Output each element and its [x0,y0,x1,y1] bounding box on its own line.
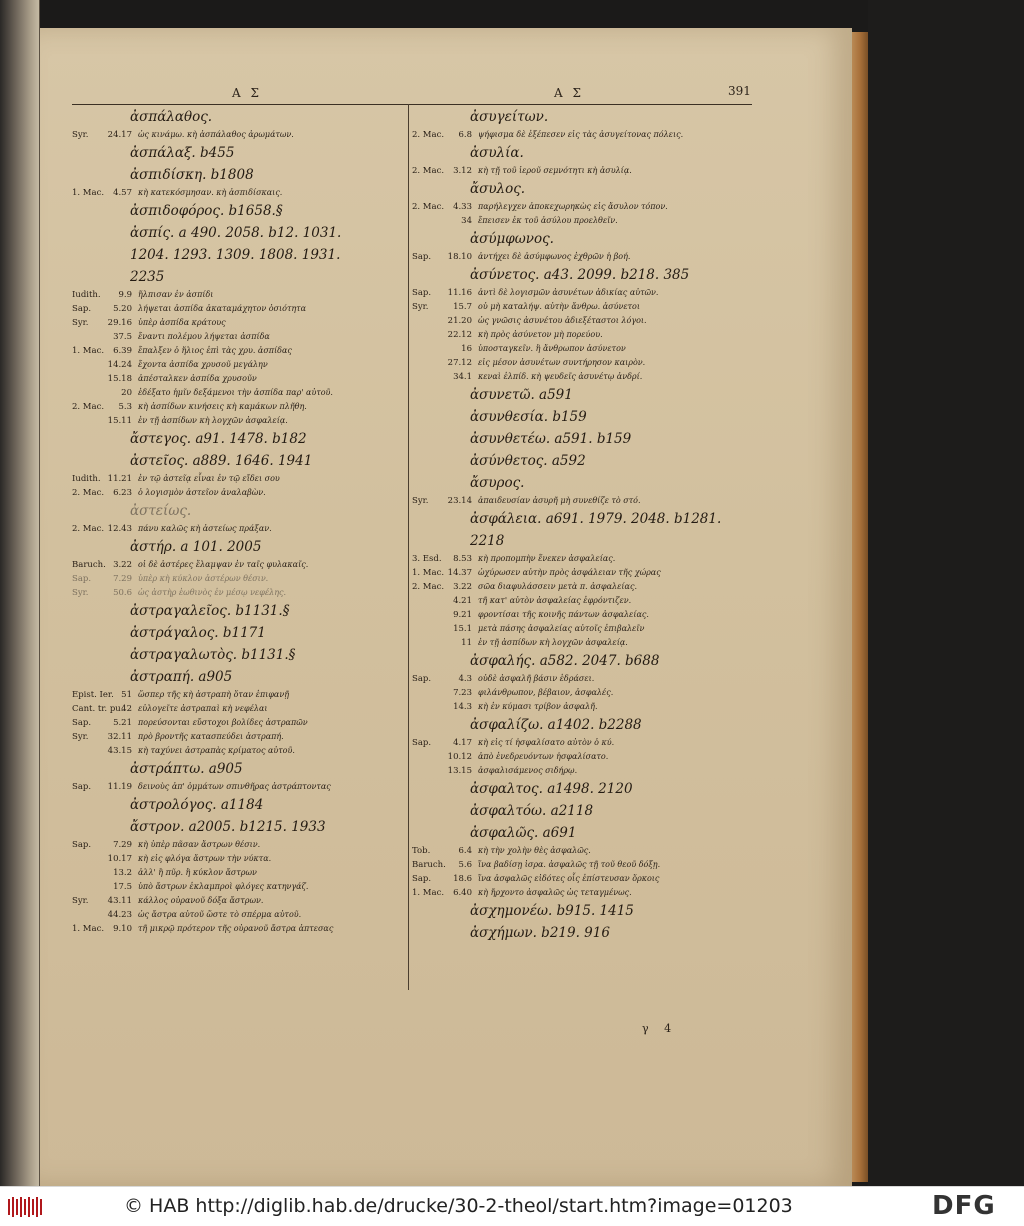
quotation: τῆ κατ' αὐτὸν ἀσφαλείας ἐφρόντιζεν. [478,596,632,605]
citation-row [412,608,756,622]
citation-row [412,844,756,858]
verse-ref: 9.9 [118,290,132,300]
book-abbrev: Syr. [72,318,89,328]
book-abbrev: Cant. tr. pu. [72,704,124,714]
citation-row [412,342,756,356]
quotation: κὴ πρὸς ἀσύνετον μὴ πορεύου. [478,330,603,339]
book-abbrev: Syr. [72,130,89,140]
citation-row [72,358,406,372]
citation-row [412,250,756,264]
verse-ref: 7.29 [113,574,132,584]
hab-logo-icon [6,1195,46,1219]
citation-row [412,736,756,750]
book-abbrev: 1. Mac. [72,188,105,198]
lemma-heading: 1204. 1293. 1309. 1808. 1931. [130,247,341,263]
lemma-heading: ἀσχημονέω. b915. 1415 [470,903,634,919]
lemma-heading: ἀσύνετος. a43. 2099. b218. 385 [470,267,690,283]
citation-row [412,636,756,650]
column-divider [408,104,409,990]
citation-row [72,586,406,600]
quotation: κὴ ἀσπίδων κινήσεις κὴ καμάκων πλῆθη. [138,402,307,411]
verse-ref: 4.21 [453,596,472,606]
quotation: λήψεται ἀσπίδα ἀκαταμάχητον ὁσιότητα [138,304,307,313]
verse-ref: 6.40 [453,888,472,898]
verse-ref: 5.6 [458,860,472,870]
citation-row [412,286,756,300]
copyright-link[interactable]: © HAB http://diglib.hab.de/drucke/30-2-theol/start.htm?image=01203 [124,1195,793,1217]
verse-ref: 24.17 [107,130,132,140]
citation-row [412,494,756,508]
running-head-right: Α Σ [554,86,584,100]
quotation: ἀντὶ δὲ λογισμῶν ἀσυνέτων ἀδικίας αὐτῶν. [478,288,659,297]
verse-ref: 4.3 [458,674,472,684]
lemma-heading: ἀστραγαλεῖος. b1131.§ [130,603,290,619]
book-abbrev: Epist. Ier. [72,690,114,700]
verse-ref: 42 [121,704,132,714]
citation-row [72,472,406,486]
citation-row [412,580,756,594]
citation-row [412,300,756,314]
verse-ref: 13.2 [113,868,132,878]
verse-ref: 6.4 [458,846,472,856]
verse-ref: 32.11 [107,732,132,742]
book-abbrev: Sap. [72,840,92,850]
verse-ref: 6.39 [113,346,132,356]
quotation: πορεύσονται εὔστοχοι βολίδες ἀστραπῶν [138,718,308,727]
citation-row [72,558,406,572]
citation-row [72,744,406,758]
quotation: κὴ τῇ τοῦ ἱεροῦ σεμνότητι κὴ ἀσυλίᾳ. [478,166,632,175]
verse-ref: 11 [461,638,472,648]
lemma-heading: ἀσχήμων. b219. 916 [470,925,610,941]
citation-row [72,572,406,586]
left-column [72,106,406,936]
verse-ref: 29.16 [107,318,132,328]
verse-ref: 15.18 [107,374,132,384]
book-abbrev: Sap. [412,738,432,748]
verse-ref: 11.21 [107,474,132,484]
book-abbrev: Syr. [412,302,429,312]
verse-ref: 14.3 [453,702,472,712]
quotation: ὡς γνῶσις ἀσυνέτου ἀδιεξέταστοι λόγοι. [478,316,647,325]
citation-row [412,594,756,608]
verse-ref: 3.12 [453,166,472,176]
verse-ref: 43.15 [107,746,132,756]
citation-row [72,716,406,730]
verse-ref: 37.5 [113,332,132,342]
quotation: ἵνα βαδίσῃ ἰσρα. ἀσφαλῶς τῇ τοῦ θεοῦ δόξῃ. [478,860,661,869]
lemma-heading: ἀσφαλτόω. a2118 [470,803,594,819]
lemma-heading: ἀσπάλαθος. [130,109,213,125]
citation-row [72,908,406,922]
quotation: ὑπὲρ κὴ κύκλον ἀστέρων θέσιν. [138,574,269,583]
book-abbrev: 2. Mac. [72,402,105,412]
lemma-heading: ἀσύμφωνος. [470,231,554,247]
book-abbrev: 2. Mac. [72,524,105,534]
lemma-heading: ἀστήρ. a 101. 2005 [130,539,262,555]
lemma-heading: ἀσύνθετος. a592 [470,453,586,469]
quotation: κὴ εἰς φλόγα ἄστρων τὴν νύκτα. [138,854,272,863]
book-abbrev: Sap. [412,252,432,262]
citation-row [72,866,406,880]
lemma-heading: ἀσφαλής. a582. 2047. b688 [470,653,660,669]
quotation: κάλλος οὐρανοῦ δόξα ἄστρων. [138,896,264,905]
book-abbrev: 2. Mac. [412,582,445,592]
signature-mark: γ 4 [642,1022,678,1035]
book-abbrev: Tob. [412,846,431,856]
quotation: ὠχύρωσεν αὐτὴν πρὸς ἀσφάλειαν τῆς χώρας [478,568,661,577]
lemma-heading: ἀστεῖος. a889. 1646. 1941 [130,453,313,469]
citation-row [72,288,406,302]
verse-ref: 14.37 [447,568,472,578]
adjacent-page-edge [0,0,40,1186]
citation-row [72,730,406,744]
quotation: ὡς ἄστρα αὐτοῦ ὥστε τὸ σπέρμα αὐτοῦ. [138,910,302,919]
citation-row [412,700,756,714]
citation-row [412,858,756,872]
citation-row [72,316,406,330]
book-abbrev: 2. Mac. [72,488,105,498]
verse-ref: 10.12 [447,752,472,762]
verse-ref: 15.1 [453,624,472,634]
quotation: ὑπὸ ἄστρων ἐκλαμπροὶ φλόγες κατηνγάζ. [138,882,309,891]
citation-row [72,400,406,414]
lemma-heading: ἀσυνθετέω. a591. b159 [470,431,632,447]
quotation: ὥσπερ τῆς κὴ ἀστραπὴ ὅταν ἐπιφανῇ [138,690,289,699]
lemma-heading: ἀστράγαλος. b1171 [130,625,266,641]
quotation: οὐδὲ ἀσφαλῆ βάσιν ἑδράσει. [478,674,595,683]
citation-row [412,356,756,370]
lemma-heading: ἀστράπτω. a905 [130,761,243,777]
quotation: πάνυ καλῶς κὴ ἀστείως πράξαν. [138,524,272,533]
book-abbrev: Sap. [412,288,432,298]
header-rule [72,104,752,105]
verse-ref: 4.57 [113,188,132,198]
quotation: φροντίσαι τῆς κοινῆς πάντων ἀσφαλείας. [478,610,649,619]
quotation: ἔπεισεν ἐκ τοῦ ἀσύλου προελθεῖν. [478,216,618,225]
verse-ref: 11.19 [107,782,132,792]
lemma-heading: ἀστρολόγος. a1184 [130,797,264,813]
quotation: ἔπαλξεν ὁ ἥλιος ἐπὶ τὰς χρυ. ἀσπίδας [138,346,292,355]
book-abbrev: 2. Mac. [412,166,445,176]
lemma-heading: ἀστείως. [130,503,192,519]
verse-ref: 5.21 [113,718,132,728]
citation-row [412,214,756,228]
citation-row [72,486,406,500]
citation-row [72,302,406,316]
citation-row [412,764,756,778]
lemma-heading: ἀσπιδίσκη. b1808 [130,167,254,183]
verse-ref: 13.15 [447,766,472,776]
citation-row [72,880,406,894]
quotation: σῶα διαφυλάσσειν μετὰ π. ἀσφαλείας. [478,582,637,591]
book-abbrev: 2. Mac. [412,202,445,212]
lemma-heading: ἀσυλία. [470,145,524,161]
verse-ref: 5.20 [113,304,132,314]
verse-ref: 14.24 [107,360,132,370]
citation-row [412,872,756,886]
quotation: ὑποσταγκεῖν. ἢ ἄνθρωπον ἀσύνετον [478,344,626,353]
citation-row [412,750,756,764]
lemma-heading: ἄσυλος. [470,181,526,197]
book-abbrev: Sap. [72,304,92,314]
lemma-heading: ἄστεγος. a91. 1478. b182 [130,431,307,447]
book-abbrev: Baruch. [412,860,446,870]
book-abbrev: Sap. [72,718,92,728]
quotation: ἵνα ἀσφαλῶς εἰδότες οἷς ἐπίστευσαν ὅρκοις [478,874,660,883]
citation-row [412,672,756,686]
quotation: οἱ δὲ ἀστέρες ἔλαμψαν ἐν ταῖς φυλακαῖς. [138,560,309,569]
book-abbrev: 1. Mac. [412,568,445,578]
verse-ref: 3.22 [453,582,472,592]
quotation: κεναὶ ἐλπίδ. κὴ ψευδεῖς ἀσυνέτῳ ἀνδρί. [478,372,643,381]
quotation: κὴ ταχύνει ἀστραπὰς κρίματος αὐτοῦ. [138,746,295,755]
quotation: κὴ προπομπὴν ἕνεκεν ἀσφαλείας. [478,554,616,563]
citation-row [72,186,406,200]
citation-row [72,414,406,428]
book-abbrev: Sap. [412,874,432,884]
verse-ref: 5.3 [118,402,132,412]
quotation: ὡς ἀστὴρ ἑωθινὸς ἐν μέσῳ νεφέλης. [138,588,287,597]
quotation: κὴ εἰς τί ἠσφαλίσατο αὐτὸν ὁ κύ. [478,738,615,747]
verse-ref: 9.21 [453,610,472,620]
quotation: ἥλπισαν ἐν ἀσπίδι [138,290,214,299]
citation-row [72,838,406,852]
lemma-heading: ἀσπίς. a 490. 2058. b12. 1031. [130,225,342,241]
book-abbrev: 2. Mac. [412,130,445,140]
verse-ref: 11.16 [447,288,472,298]
lemma-heading: ἀσπιδοφόρος. b1658.§ [130,203,283,219]
quotation: ψήφισμα δὲ ἐξέπεσεν εἰς τὰς ἀσυγείτονας πόλεις. [478,130,684,139]
dfg-logo: DFG [932,1191,996,1221]
book-abbrev: Syr. [72,588,89,598]
lemma-heading: ἀσφαλῶς. a691 [470,825,577,841]
verse-ref: 27.12 [447,358,472,368]
verse-ref: 8.53 [453,554,472,564]
citation-row [412,552,756,566]
running-head-left: Α Σ [232,86,262,100]
quotation: μετὰ πάσης ἀσφαλείας αὐτοῖς ἐπιβαλεῖν [478,624,645,633]
quotation: κὴ κατεκόσμησαν. κὴ ἀσπιδίσκαις. [138,188,283,197]
verse-ref: 20 [121,388,132,398]
citation-row [412,328,756,342]
quotation: ἀλλ' ἢ πῦρ. ἢ κύκλον ἄστρων [138,868,257,877]
citation-row [72,386,406,400]
verse-ref: 7.23 [453,688,472,698]
quotation: ἀντήχει δὲ ἀσύμφωνος ἐχθρῶν ἡ βοή. [478,252,631,261]
citation-row [412,200,756,214]
quotation: ἀπέσταλκεν ἀσπίδα χρυσοῦν [138,374,257,383]
page-number: 391 [728,84,751,98]
lemma-heading: ἄστρον. a2005. b1215. 1933 [130,819,326,835]
book-abbrev: Sap. [412,674,432,684]
citation-row [412,128,756,142]
quotation: τῆ μικρῷ πρότερον τῆς οὐρανοῦ ἄστρα ἀπτεσας [138,924,334,933]
lemma-heading: 2218 [470,533,505,549]
quotation: ὑπὲρ ἀσπίδα κράτους [138,318,226,327]
book-abbrev: Syr. [412,496,429,506]
verse-ref: 15.7 [453,302,472,312]
citation-row [72,702,406,716]
lemma-heading: ἀσυνθεσία. b159 [470,409,587,425]
quotation: φιλάνθρωπον, βέβαιον, ἀσφαλές. [478,688,614,697]
book-abbrev: Syr. [72,896,89,906]
citation-row [72,922,406,936]
book-abbrev: 1. Mac. [72,346,105,356]
citation-row [72,372,406,386]
lemma-heading: ἀστραπή. a905 [130,669,233,685]
book-abbrev: Syr. [72,732,89,742]
verse-ref: 34.1 [453,372,472,382]
quotation: εὐλογεῖτε ἀστραπαὶ κὴ νεφέλαι [138,704,268,713]
verse-ref: 18.10 [447,252,472,262]
citation-row [412,686,756,700]
verse-ref: 12.43 [107,524,132,534]
verse-ref: 43.11 [107,896,132,906]
verse-ref: 4.17 [453,738,472,748]
book-abbrev: Baruch. [72,560,106,570]
lemma-heading: ἀσφάλεια. a691. 1979. 2048. b1281. [470,511,722,527]
citation-row [72,522,406,536]
quotation: ἐν τῷ ἀστεῖᾳ εἶναι ἐν τῷ εἴδει σου [138,474,280,483]
quotation: κὴ ἤρχοντο ἀσφαλῶς ὡς τεταγμένως. [478,888,632,897]
scan-background [868,0,1024,1186]
verse-ref: 4.33 [453,202,472,212]
quotation: ἀπὸ ἐνεδρευόντων ἠσφαλίσατο. [478,752,609,761]
verse-ref: 51 [121,690,132,700]
citation-row [412,164,756,178]
verse-ref: 17.5 [113,882,132,892]
lemma-heading: 2235 [130,269,165,285]
lemma-heading: ἀσπάλαξ. b455 [130,145,235,161]
lemma-heading: ἄσυρος. [470,475,525,491]
quotation: κὴ ὑπὲρ πᾶσαν ἄστρων θέσιν. [138,840,261,849]
verse-ref: 50.6 [113,588,132,598]
lemma-heading: ἀσυνετῶ. a591 [470,387,573,403]
verse-ref: 44.23 [107,910,132,920]
citation-row [412,622,756,636]
citation-row [72,344,406,358]
quotation: ἐδέξατο ἡμῖν δεξάμενοι τὴν ἀσπίδα παρ' αὐτοῦ. [138,388,333,397]
verse-ref: 15.11 [107,416,132,426]
footer-bar [0,1186,1024,1226]
verse-ref: 9.10 [113,924,132,934]
verse-ref: 21.20 [447,316,472,326]
quotation: ἀπαιδευσίαν ἀσυρῆ μὴ συνεθίζε τὸ στό. [478,496,641,505]
verse-ref: 18.6 [453,874,472,884]
book-abbrev: Iudith. [72,474,101,484]
quotation: κὴ τὴν χολὴν θὲς ἀσφαλῶς. [478,846,591,855]
citation-row [412,566,756,580]
citation-row [412,314,756,328]
book-abbrev: Sap. [72,574,92,584]
verse-ref: 16 [461,344,472,354]
quotation: ὁ λογισμὸν ἀστεῖον ἀναλαβὼν. [138,488,266,497]
verse-ref: 7.29 [113,840,132,850]
lemma-heading: ἀστραγαλωτὸς. b1131.§ [130,647,296,663]
quotation: παρήλεγχεν ἀποκεχωρηκὼς εἰς ἄσυλον τόπον. [478,202,668,211]
lemma-heading: ἀσφαλίζω. a1402. b2288 [470,717,642,733]
right-column [412,106,756,944]
quotation: ὡς κινάμω. κὴ ἀσπάλαθος ἀρωμάτων. [138,130,294,139]
quotation: εἰς μέσον ἀσυνέτων συντήρησον καιρὸν. [478,358,646,367]
quotation: ἐν τῇ ἀσπίδων κὴ λογχῶν ἀσφαλείᾳ. [478,638,628,647]
quotation: ἔχοντα ἀσπίδα χρυσοῦ μεγάλην [138,360,268,369]
quotation: οὐ μὴ καταλήψ. αὐτὴν ἄνθρω. ἀσύνετοι [478,302,641,311]
verse-ref: 22.12 [447,330,472,340]
citation-row [72,330,406,344]
citation-row [412,370,756,384]
quotation: ἀσφαλισάμενος σιδήρῳ. [478,766,578,775]
verse-ref: 6.23 [113,488,132,498]
book-abbrev: Sap. [72,782,92,792]
citation-row [72,688,406,702]
verse-ref: 6.8 [458,130,472,140]
book-abbrev: 1. Mac. [412,888,445,898]
verse-ref: 10.17 [107,854,132,864]
book-abbrev: 1. Mac. [72,924,105,934]
citation-row [72,894,406,908]
book-fore-edge [852,32,868,1182]
quotation: δεινοὺς ἀπ' ὀμμάτων σπινθῆρας ἀστράπτοντας [138,782,331,791]
citation-row [72,128,406,142]
citation-row [412,886,756,900]
book-abbrev: Iudith. [72,290,101,300]
quotation: ἔναντι πολέμου λήψεται ἀσπίδα [138,332,270,341]
citation-row [72,852,406,866]
quotation: ἐν τῇ ἀσπίδων κὴ λογχῶν ἀσφαλείᾳ. [138,416,288,425]
verse-ref: 23.14 [447,496,472,506]
quotation: κὴ ἐν κύμασι τρίβον ἀσφαλῆ. [478,702,598,711]
quotation: πρὸ βροντῆς κατασπεύδει ἀστραπή. [138,732,284,741]
lemma-heading: ἀσυγείτων. [470,109,549,125]
verse-ref: 3.22 [113,560,132,570]
book-abbrev: 3. Esd. [412,554,442,564]
lemma-heading: ἀσφαλτος. a1498. 2120 [470,781,633,797]
citation-row [72,780,406,794]
verse-ref: 34 [461,216,472,226]
